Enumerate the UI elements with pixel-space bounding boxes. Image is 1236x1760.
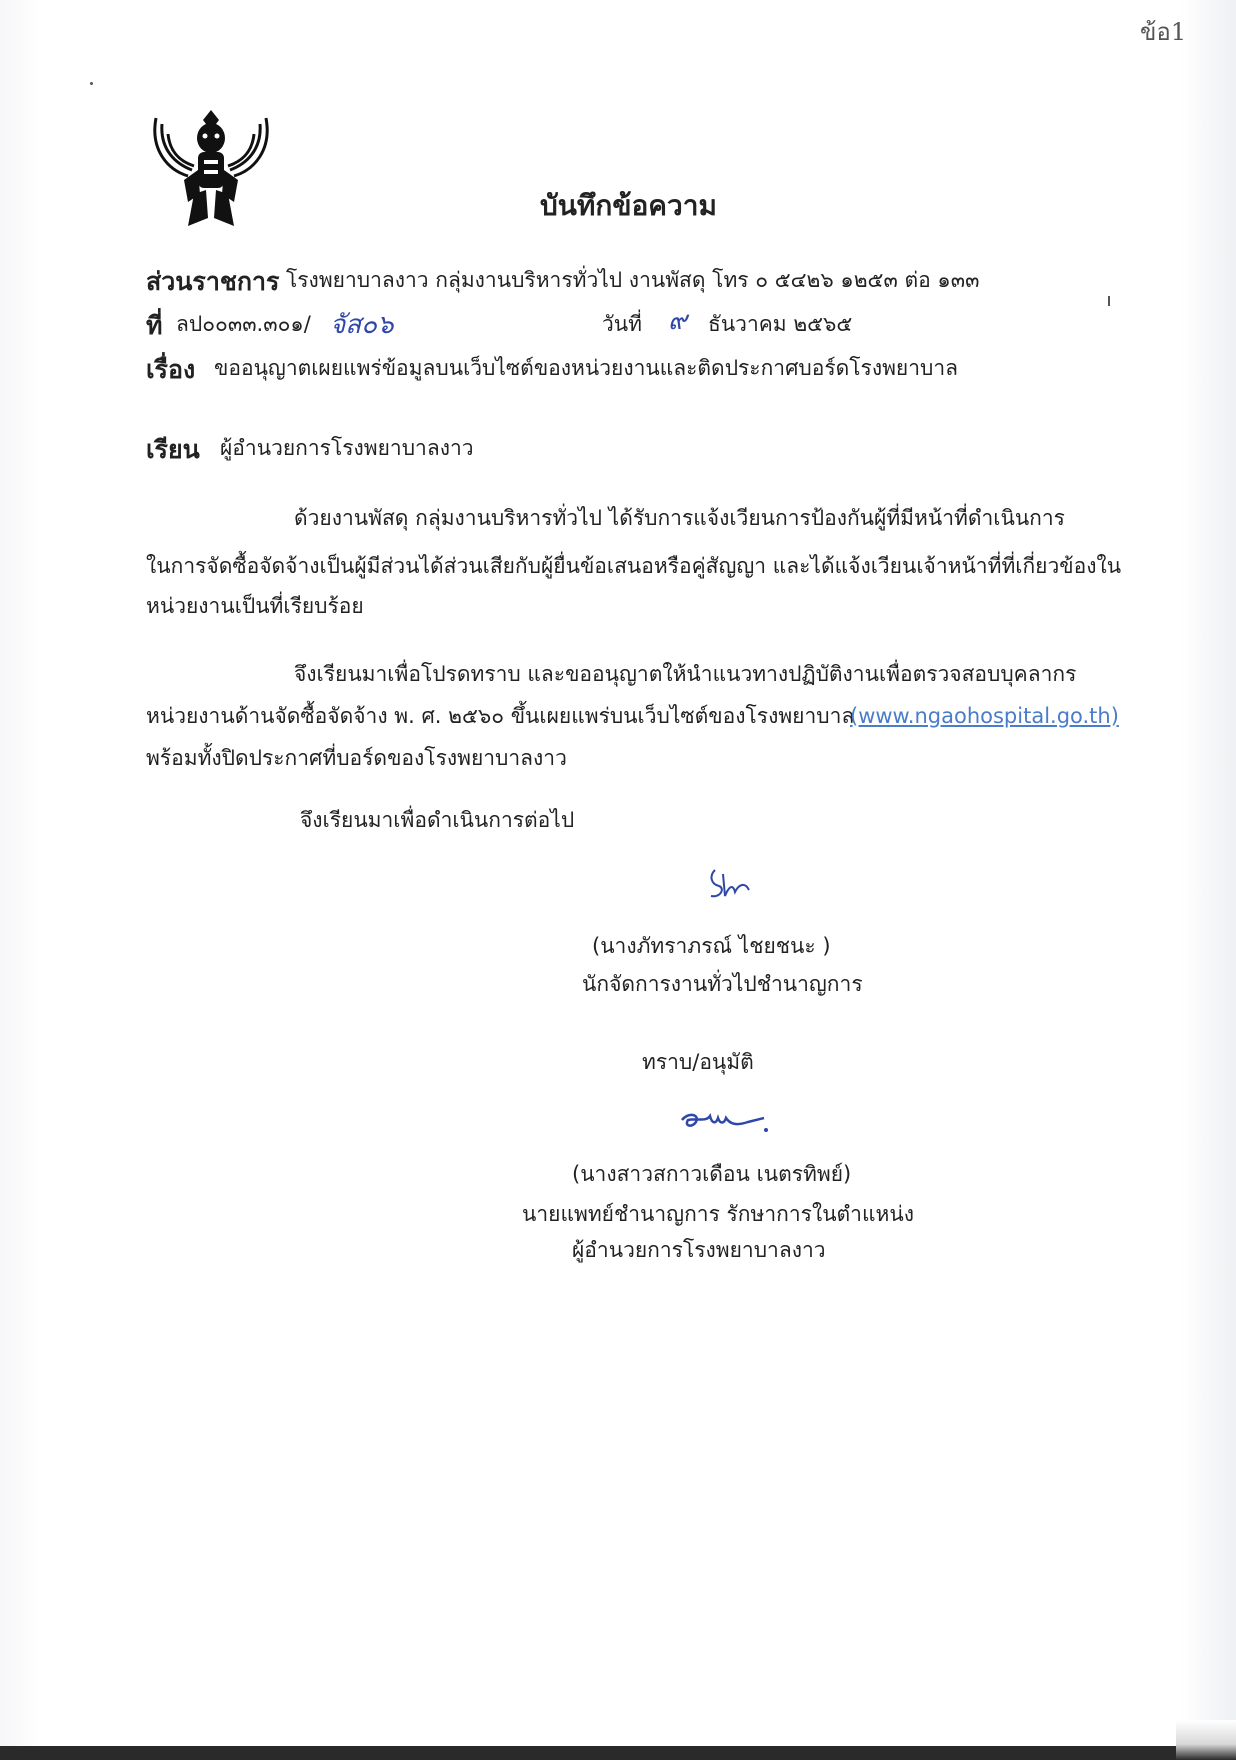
ref-label: ที่: [146, 311, 163, 340]
scan-edge-bottom: [0, 1746, 1236, 1760]
ref-value: ลป๐๐๓๓.๓๐๑/: [176, 312, 311, 336]
signer1-position: นักจัดการงานทั่วไปชำนาญการ: [582, 972, 863, 996]
date-month-year: ธันวาคม ๒๕๖๕: [708, 312, 853, 336]
signature-2: [678, 1108, 774, 1138]
corner-note: ข้อ1: [1140, 18, 1187, 46]
date-label: วันที่: [602, 312, 642, 336]
body-p1-line1: ด้วยงานพัสดุ กลุ่มงานบริหารทั่วไป ได้รับการแจ้งเวียนการป้องกันผู้ที่มีหน้าที่ดำเนินการ: [294, 506, 1065, 530]
body-p2-line1: จึงเรียนมาเพื่อโปรดทราบ และขออนุญาตให้นำแนวทางปฏิบัติงานเพื่อตรวจสอบบุคลากร: [294, 662, 1077, 686]
salutation-label: เรียน: [146, 435, 200, 464]
subject-label: เรื่อง: [146, 355, 196, 384]
body-p3: จึงเรียนมาเพื่อดำเนินการต่อไป: [300, 808, 575, 832]
scan-edge-corner: [1176, 1720, 1236, 1760]
signer2-name: (นางสาวสกาวเดือน เนตรทิพย์): [572, 1162, 852, 1186]
scan-speck: [1108, 296, 1110, 306]
hospital-website-link[interactable]: (www.ngaohospital.go.th): [850, 704, 1119, 728]
subject-value: ขออนุญาตเผยแพร่ข้อมูลบนเว็บไซต์ของหน่วยงานและติดประกาศบอร์ดโรงพยาบาล: [214, 356, 959, 380]
ref-handwritten-number: จัส๐๖: [330, 310, 394, 340]
memo-title: บันทึกข้อความ: [540, 189, 717, 222]
garuda-emblem-icon: [148, 110, 274, 228]
body-p2-line2: หน่วยงานด้านจัดซื้อจัดจ้าง พ. ศ. ๒๕๖๐ ขึ้นเผยแพร่บนเว็บไซต์ของโรงพยาบาล: [146, 704, 855, 728]
agency-label: ส่วนราชการ: [146, 267, 280, 296]
body-p1-line2: ในการจัดซื้อจัดจ้างเป็นผู้มีส่วนได้ส่วนเสียกับผู้ยื่นข้อเสนอหรือคู่สัญญา และได้แจ้งเวียนเจ้าหน้าที่ที่เกี่ยวข้องใน: [146, 554, 1122, 578]
body-p2-line3: พร้อมทั้งปิดประกาศที่บอร์ดของโรงพยาบาลงาว: [146, 746, 567, 770]
scan-speck: [90, 82, 93, 85]
agency-value: โรงพยาบาลงาว กลุ่มงานบริหารทั่วไป งานพัสดุ โทร ๐ ๕๔๒๖ ๑๒๕๓ ต่อ ๑๓๓: [286, 268, 980, 292]
signer1-name: (นางภัทราภรณ์ ไชยชนะ ): [592, 934, 831, 958]
signer2-position-line2: ผู้อำนวยการโรงพยาบาลงาว: [572, 1238, 826, 1262]
signer2-position-line1: นายแพทย์ชำนาญการ รักษาการในตำแหน่ง: [522, 1202, 914, 1226]
approval-text: ทราบ/อนุมัติ: [642, 1050, 754, 1074]
signature-1: [705, 866, 765, 904]
date-day-handwritten: ๙: [668, 306, 688, 336]
body-p1-line3: หน่วยงานเป็นที่เรียบร้อย: [146, 594, 364, 618]
salutation-value: ผู้อำนวยการโรงพยาบาลงาว: [220, 436, 474, 460]
